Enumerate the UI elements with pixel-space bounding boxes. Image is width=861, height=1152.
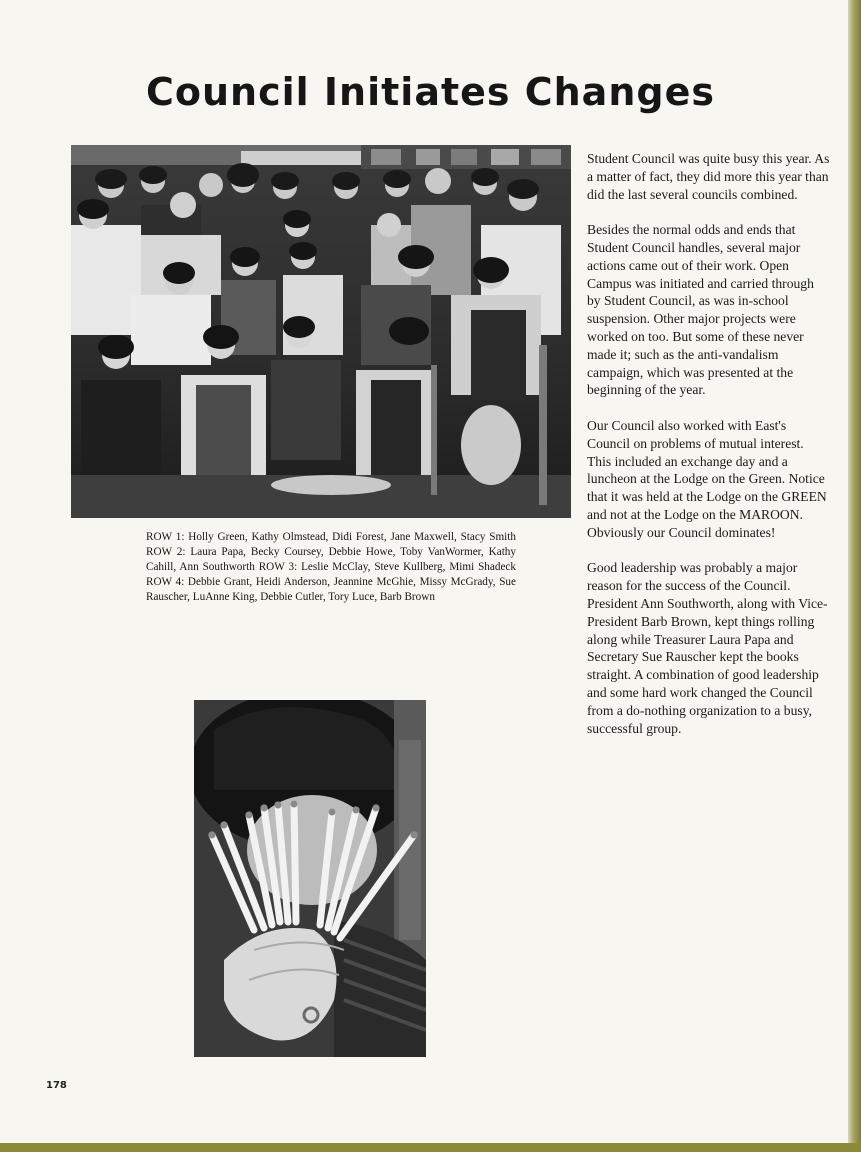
page-title: Council Initiates Changes: [146, 70, 715, 114]
article-paragraph: Good leadership was probably a major reason for the success of the Council. President Ann Southworth, along with Vice-President Barb Brown, kept things rolling along while Treasurer Laura Papa and Secretary Sue Rauscher kept the books straight. A combination of good leadership and some hard work changed the Council from a do-nothing organization to a busy, successful group.: [587, 560, 828, 736]
article-paragraph: Student Council was quite busy this year. As a matter of fact, they did more this year than did the last several councils combined.: [587, 151, 830, 202]
article-paragraph: Our Council also worked with East's Council on problems of mutual interest. This included an exchange day and a luncheon at the Lodge on the Green. Notice that it was held at the Lodge on the GREEN and not at the Lodge on the MAROON. Obviously our Council dominates!: [587, 417, 827, 540]
group-photo-image: [71, 145, 571, 518]
page-bottom-edge: [0, 1143, 861, 1152]
group-photo: [71, 145, 571, 518]
photo-caption: ROW 1: Holly Green, Kathy Olmstead, Didi Forest, Jane Maxwell, Stacy Smith ROW 2: Laura Papa, Becky Coursey, Debbie Howe, Toby VanWormer, Kathy Cahill, Ann Southworth ROW 3: Leslie McClay, Steve Kullberg, Mimi Shadeck ROW 4: Debbie Grant, Heidi Anderson, Jeannine McGhie, Missy McGrady, Sue Rauscher, LuAnne King, Debbie Cutler, Tory Luce, Barb Brown: [146, 531, 516, 604]
article-text: [587, 150, 830, 755]
article-paragraph: Besides the normal odds and ends that Student Council handles, several major actions came out of their work. Open Campus was initiated and carried through by Student Council, as was in-school suspension. Other major projects were worked on too. But some of these never made it; such as the anti-vandalism campaign, which was presented at the beginning of the year.: [587, 222, 814, 398]
pencils-photo: [194, 700, 426, 1057]
page-edge: [848, 0, 861, 1152]
page-number: 178: [46, 1080, 67, 1091]
pencils-photo-image: [194, 700, 426, 1057]
